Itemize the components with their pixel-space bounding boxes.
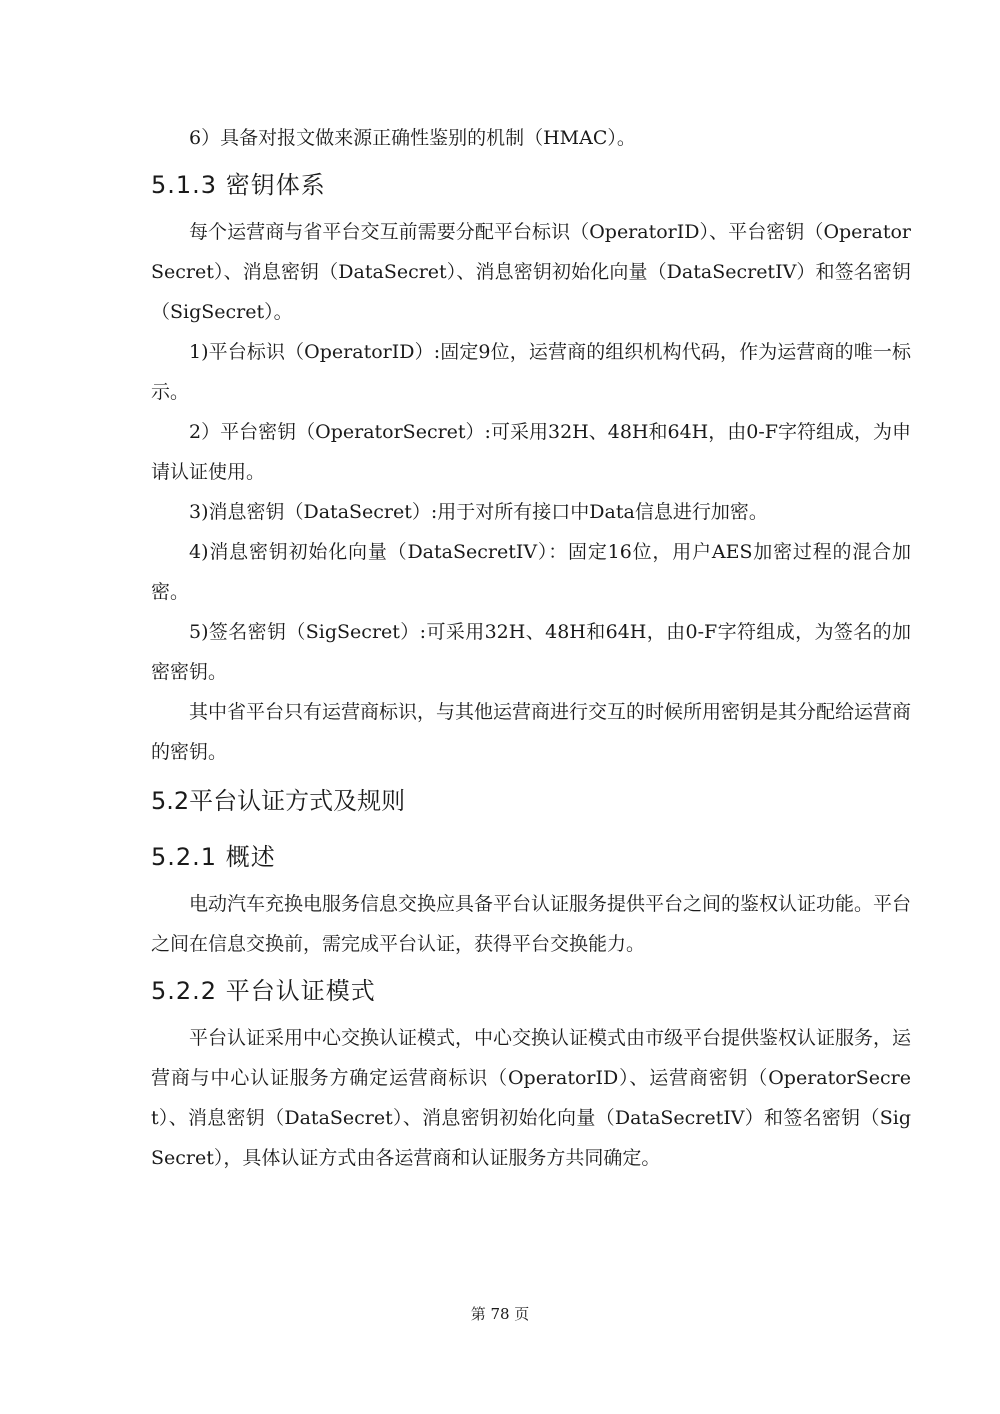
paragraph-hmac: 6）具备对报文做来源正确性鉴别的机制（HMAC）。 — [189, 127, 636, 149]
paragraph-sig-secret: 5)签名密钥（SigSecret）:可采用32H、48H和64H，由0-F字符组成，为签名的加密密钥。 — [151, 621, 911, 683]
paragraph-data-secret: 3)消息密钥（DataSecret）:用于对所有接口中Data信息进行加密。 — [189, 501, 768, 523]
heading-5-2-1: 5.2.1 概述 — [151, 843, 276, 871]
page-content — [151, 118, 911, 1178]
paragraph-auth-mode: 平台认证采用中心交换认证模式，中心交换认证模式由市级平台提供鉴权认证服务，运营商与中心认证服务方确定运营商标识（OperatorID）、运营商密钥（OperatorSecret）、消息密钥（DataSecret）、消息密钥初始化向量（DataSecretIV）和签名密钥（SigSecret），具体认证方式由各运营商和认证服务方共同确定。 — [151, 1027, 912, 1169]
heading-5-1-3: 5.1.3 密钥体系 — [151, 171, 326, 199]
page-number: 第 78 页 — [470, 1305, 530, 1323]
paragraph-overview: 电动汽车充换电服务信息交换应具备平台认证服务提供平台之间的鉴权认证功能。平台之间在信息交换前，需完成平台认证，获得平台交换能力。 — [151, 893, 912, 955]
paragraph-operator-id: 1)平台标识（OperatorID）:固定9位，运营商的组织机构代码，作为运营商的唯一标示。 — [151, 341, 911, 403]
paragraph-operator-secret: 2）平台密钥（OperatorSecret）:可采用32H、48H和64H，由0-F字符组成，为申请认证使用。 — [151, 421, 911, 483]
paragraph-data-secret-iv: 4)消息密钥初始化向量（DataSecretIV）：固定16位，用户AES加密过程的混合加密。 — [151, 541, 911, 603]
heading-5-2-2: 5.2.2 平台认证模式 — [151, 977, 376, 1005]
paragraph-province-platform: 其中省平台只有运营商标识，与其他运营商进行交互的时候所用密钥是其分配给运营商的密钥。 — [151, 701, 912, 763]
heading-5-2: 5.2平台认证方式及规则 — [151, 787, 406, 815]
paragraph-key-allocation: 每个运营商与省平台交互前需要分配平台标识（OperatorID）、平台密钥（OperatorSecret）、消息密钥（DataSecret）、消息密钥初始化向量（DataSecretIV）和签名密钥（SigSecret）。 — [151, 221, 911, 323]
